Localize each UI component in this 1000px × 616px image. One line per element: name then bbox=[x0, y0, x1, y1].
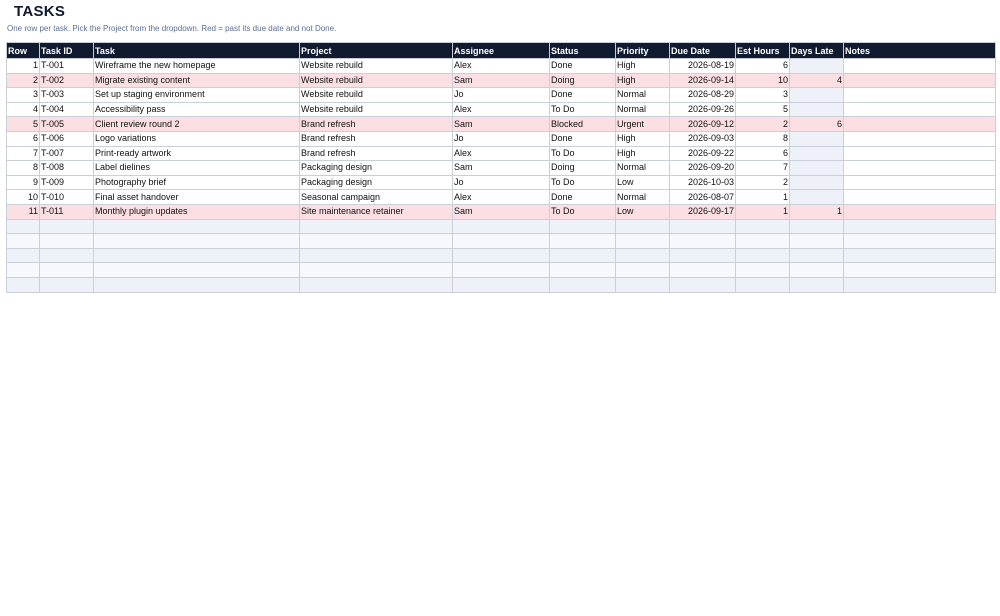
cell-status[interactable]: To Do bbox=[550, 102, 616, 117]
cell-assignee[interactable]: Jo bbox=[453, 88, 550, 103]
cell-days-late[interactable] bbox=[790, 88, 844, 103]
col-header-project[interactable]: Project bbox=[300, 43, 453, 59]
empty-row bbox=[7, 277, 996, 292]
table-row bbox=[7, 204, 996, 219]
cell-priority[interactable]: High bbox=[616, 131, 670, 146]
cell-est-hours[interactable]: 10 bbox=[736, 73, 790, 88]
cell-project[interactable] bbox=[300, 234, 453, 249]
cell-status[interactable]: Done bbox=[550, 190, 616, 205]
cell-task[interactable]: Logo variations bbox=[94, 131, 300, 146]
cell-est-hours[interactable]: 8 bbox=[736, 131, 790, 146]
table-row bbox=[7, 88, 996, 103]
cell-est-hours[interactable]: 2 bbox=[736, 117, 790, 132]
cell-assignee[interactable] bbox=[453, 277, 550, 292]
header-row bbox=[7, 43, 996, 59]
cell-priority[interactable]: High bbox=[616, 59, 670, 74]
cell-status[interactable]: Blocked bbox=[550, 117, 616, 132]
cell-est-hours[interactable]: 5 bbox=[736, 102, 790, 117]
cell-status[interactable]: To Do bbox=[550, 204, 616, 219]
cell-priority[interactable] bbox=[616, 248, 670, 263]
cell-notes[interactable] bbox=[844, 117, 996, 132]
cell-task-id[interactable]: T-004 bbox=[40, 102, 94, 117]
cell-est-hours[interactable] bbox=[736, 219, 790, 234]
cell-due-date[interactable]: 2026-09-26 bbox=[670, 102, 736, 117]
cell-row[interactable] bbox=[7, 277, 40, 292]
cell-due-date[interactable] bbox=[670, 219, 736, 234]
cell-task-id[interactable]: T-010 bbox=[40, 190, 94, 205]
cell-task-id[interactable]: T-006 bbox=[40, 131, 94, 146]
cell-row[interactable]: 11 bbox=[7, 204, 40, 219]
cell-project[interactable]: Brand refresh bbox=[300, 146, 453, 161]
cell-due-date[interactable]: 2026-08-07 bbox=[670, 190, 736, 205]
cell-due-date[interactable] bbox=[670, 248, 736, 263]
cell-priority[interactable]: Low bbox=[616, 204, 670, 219]
col-header-task[interactable]: Task bbox=[94, 43, 300, 59]
cell-priority[interactable]: High bbox=[616, 146, 670, 161]
cell-project[interactable] bbox=[300, 219, 453, 234]
col-header-notes[interactable]: Notes bbox=[844, 43, 996, 59]
cell-task-id[interactable] bbox=[40, 263, 94, 278]
cell-row[interactable] bbox=[7, 219, 40, 234]
cell-assignee[interactable]: Alex bbox=[453, 190, 550, 205]
col-header-row[interactable]: Row bbox=[7, 43, 40, 59]
cell-due-date[interactable]: 2026-09-20 bbox=[670, 161, 736, 176]
col-header-task-id[interactable]: Task ID bbox=[40, 43, 94, 59]
cell-due-date[interactable]: 2026-09-17 bbox=[670, 204, 736, 219]
sheet-subtitle: One row per task. Pick the Project from the dropdown. Red = past its due date and not Done. bbox=[7, 24, 337, 33]
table-row bbox=[7, 161, 996, 176]
cell-days-late[interactable] bbox=[790, 234, 844, 249]
cell-task[interactable]: Set up staging environment bbox=[94, 88, 300, 103]
cell-priority[interactable]: Normal bbox=[616, 88, 670, 103]
table-row bbox=[7, 117, 996, 132]
cell-row[interactable]: 6 bbox=[7, 131, 40, 146]
col-header-assignee[interactable]: Assignee bbox=[453, 43, 550, 59]
cell-project[interactable]: Brand refresh bbox=[300, 117, 453, 132]
cell-project[interactable]: Site maintenance retainer bbox=[300, 204, 453, 219]
col-header-status[interactable]: Status bbox=[550, 43, 616, 59]
table-row bbox=[7, 102, 996, 117]
cell-assignee[interactable]: Sam bbox=[453, 73, 550, 88]
cell-task[interactable]: Migrate existing content bbox=[94, 73, 300, 88]
empty-row bbox=[7, 219, 996, 234]
cell-task[interactable] bbox=[94, 263, 300, 278]
cell-project[interactable]: Website rebuild bbox=[300, 88, 453, 103]
cell-est-hours[interactable] bbox=[736, 248, 790, 263]
col-header-days-late[interactable]: Days Late bbox=[790, 43, 844, 59]
cell-days-late[interactable] bbox=[790, 161, 844, 176]
cell-notes[interactable] bbox=[844, 161, 996, 176]
table-row bbox=[7, 131, 996, 146]
cell-project[interactable] bbox=[300, 248, 453, 263]
cell-due-date[interactable]: 2026-08-19 bbox=[670, 59, 736, 74]
cell-task[interactable]: Print-ready artwork bbox=[94, 146, 300, 161]
cell-priority[interactable]: High bbox=[616, 73, 670, 88]
cell-task[interactable]: Label dielines bbox=[94, 161, 300, 176]
cell-priority[interactable]: Normal bbox=[616, 161, 670, 176]
cell-status[interactable]: Doing bbox=[550, 161, 616, 176]
cell-task-id[interactable] bbox=[40, 277, 94, 292]
cell-row[interactable]: 5 bbox=[7, 117, 40, 132]
cell-task-id[interactable]: T-005 bbox=[40, 117, 94, 132]
table-row bbox=[7, 73, 996, 88]
cell-priority[interactable] bbox=[616, 219, 670, 234]
cell-priority[interactable]: Normal bbox=[616, 102, 670, 117]
cell-task-id[interactable]: T-007 bbox=[40, 146, 94, 161]
cell-project[interactable] bbox=[300, 277, 453, 292]
cell-days-late[interactable] bbox=[790, 263, 844, 278]
cell-days-late[interactable]: 1 bbox=[790, 204, 844, 219]
cell-notes[interactable] bbox=[844, 263, 996, 278]
cell-status[interactable]: To Do bbox=[550, 146, 616, 161]
cell-project[interactable]: Packaging design bbox=[300, 161, 453, 176]
cell-notes[interactable] bbox=[844, 204, 996, 219]
cell-task-id[interactable]: T-011 bbox=[40, 204, 94, 219]
cell-notes[interactable] bbox=[844, 190, 996, 205]
cell-due-date[interactable]: 2026-10-03 bbox=[670, 175, 736, 190]
cell-status[interactable] bbox=[550, 263, 616, 278]
cell-notes[interactable] bbox=[844, 248, 996, 263]
cell-due-date[interactable]: 2026-08-29 bbox=[670, 88, 736, 103]
cell-row[interactable]: 3 bbox=[7, 88, 40, 103]
cell-row[interactable] bbox=[7, 234, 40, 249]
cell-priority[interactable] bbox=[616, 277, 670, 292]
table-row bbox=[7, 146, 996, 161]
cell-row[interactable]: 2 bbox=[7, 73, 40, 88]
cell-days-late[interactable] bbox=[790, 219, 844, 234]
cell-due-date[interactable] bbox=[670, 277, 736, 292]
cell-task[interactable]: Wireframe the new homepage bbox=[94, 59, 300, 74]
cell-status[interactable] bbox=[550, 277, 616, 292]
cell-project[interactable]: Website rebuild bbox=[300, 73, 453, 88]
cell-due-date[interactable] bbox=[670, 263, 736, 278]
cell-notes[interactable] bbox=[844, 88, 996, 103]
cell-assignee[interactable] bbox=[453, 263, 550, 278]
cell-assignee[interactable] bbox=[453, 234, 550, 249]
cell-due-date[interactable]: 2026-09-12 bbox=[670, 117, 736, 132]
cell-est-hours[interactable] bbox=[736, 277, 790, 292]
cell-task[interactable]: Final asset handover bbox=[94, 190, 300, 205]
cell-notes[interactable] bbox=[844, 146, 996, 161]
cell-notes[interactable] bbox=[844, 59, 996, 74]
cell-days-late[interactable] bbox=[790, 59, 844, 74]
cell-assignee[interactable] bbox=[453, 248, 550, 263]
cell-status[interactable] bbox=[550, 219, 616, 234]
col-header-priority[interactable]: Priority bbox=[616, 43, 670, 59]
cell-notes[interactable] bbox=[844, 102, 996, 117]
cell-status[interactable]: Done bbox=[550, 59, 616, 74]
cell-priority[interactable] bbox=[616, 263, 670, 278]
empty-row bbox=[7, 263, 996, 278]
cell-row[interactable]: 9 bbox=[7, 175, 40, 190]
cell-days-late[interactable] bbox=[790, 175, 844, 190]
sheet-title: TASKS bbox=[14, 3, 66, 20]
cell-task[interactable]: Monthly plugin updates bbox=[94, 204, 300, 219]
cell-priority[interactable] bbox=[616, 234, 670, 249]
col-header-due-date[interactable]: Due Date bbox=[670, 43, 736, 59]
cell-notes[interactable] bbox=[844, 219, 996, 234]
cell-row[interactable] bbox=[7, 263, 40, 278]
cell-due-date[interactable]: 2026-09-03 bbox=[670, 131, 736, 146]
cell-task-id[interactable]: T-009 bbox=[40, 175, 94, 190]
cell-project[interactable]: Brand refresh bbox=[300, 131, 453, 146]
cell-days-late[interactable] bbox=[790, 131, 844, 146]
cell-status[interactable] bbox=[550, 234, 616, 249]
cell-assignee[interactable]: Sam bbox=[453, 117, 550, 132]
col-header-est-hours[interactable]: Est Hours bbox=[736, 43, 790, 59]
cell-task-id[interactable]: T-001 bbox=[40, 59, 94, 74]
cell-status[interactable]: Done bbox=[550, 131, 616, 146]
cell-days-late[interactable] bbox=[790, 248, 844, 263]
cell-row[interactable] bbox=[7, 248, 40, 263]
cell-notes[interactable] bbox=[844, 73, 996, 88]
cell-row[interactable]: 10 bbox=[7, 190, 40, 205]
cell-assignee[interactable]: Jo bbox=[453, 175, 550, 190]
cell-task[interactable]: Photography brief bbox=[94, 175, 300, 190]
cell-assignee[interactable]: Jo bbox=[453, 131, 550, 146]
cell-notes[interactable] bbox=[844, 234, 996, 249]
cell-status[interactable]: Doing bbox=[550, 73, 616, 88]
cell-project[interactable]: Packaging design bbox=[300, 175, 453, 190]
empty-row bbox=[7, 248, 996, 263]
cell-due-date[interactable]: 2026-09-14 bbox=[670, 73, 736, 88]
tasks-table bbox=[6, 42, 996, 293]
cell-assignee[interactable]: Alex bbox=[453, 59, 550, 74]
cell-row[interactable]: 7 bbox=[7, 146, 40, 161]
cell-status[interactable]: To Do bbox=[550, 175, 616, 190]
cell-task[interactable] bbox=[94, 219, 300, 234]
cell-due-date[interactable]: 2026-09-22 bbox=[670, 146, 736, 161]
cell-est-hours[interactable] bbox=[736, 263, 790, 278]
cell-task-id[interactable] bbox=[40, 248, 94, 263]
cell-days-late[interactable]: 6 bbox=[790, 117, 844, 132]
cell-task-id[interactable] bbox=[40, 234, 94, 249]
cell-task-id[interactable]: T-003 bbox=[40, 88, 94, 103]
cell-assignee[interactable] bbox=[453, 219, 550, 234]
cell-task-id[interactable]: T-008 bbox=[40, 161, 94, 176]
cell-assignee[interactable]: Sam bbox=[453, 161, 550, 176]
cell-priority[interactable]: Urgent bbox=[616, 117, 670, 132]
cell-task[interactable] bbox=[94, 277, 300, 292]
cell-est-hours[interactable]: 6 bbox=[736, 146, 790, 161]
cell-est-hours[interactable]: 1 bbox=[736, 204, 790, 219]
table-row bbox=[7, 175, 996, 190]
cell-est-hours[interactable]: 2 bbox=[736, 175, 790, 190]
empty-row bbox=[7, 234, 996, 249]
cell-project[interactable]: Website rebuild bbox=[300, 102, 453, 117]
cell-priority[interactable]: Low bbox=[616, 175, 670, 190]
cell-est-hours[interactable]: 7 bbox=[736, 161, 790, 176]
cell-project[interactable]: Website rebuild bbox=[300, 59, 453, 74]
cell-notes[interactable] bbox=[844, 175, 996, 190]
cell-priority[interactable]: Normal bbox=[616, 190, 670, 205]
cell-days-late[interactable] bbox=[790, 102, 844, 117]
cell-assignee[interactable]: Sam bbox=[453, 204, 550, 219]
cell-status[interactable]: Done bbox=[550, 88, 616, 103]
cell-notes[interactable] bbox=[844, 131, 996, 146]
cell-est-hours[interactable]: 1 bbox=[736, 190, 790, 205]
cell-task[interactable]: Accessibility pass bbox=[94, 102, 300, 117]
cell-days-late[interactable]: 4 bbox=[790, 73, 844, 88]
cell-notes[interactable] bbox=[844, 277, 996, 292]
cell-est-hours[interactable] bbox=[736, 234, 790, 249]
cell-task[interactable]: Client review round 2 bbox=[94, 117, 300, 132]
table-row bbox=[7, 59, 996, 74]
table-row bbox=[7, 190, 996, 205]
cell-project[interactable]: Seasonal campaign bbox=[300, 190, 453, 205]
cell-row[interactable]: 4 bbox=[7, 102, 40, 117]
cell-assignee[interactable]: Alex bbox=[453, 146, 550, 161]
cell-days-late[interactable] bbox=[790, 277, 844, 292]
cell-est-hours[interactable]: 6 bbox=[736, 59, 790, 74]
cell-task[interactable] bbox=[94, 234, 300, 249]
cell-status[interactable] bbox=[550, 248, 616, 263]
cell-days-late[interactable] bbox=[790, 190, 844, 205]
cell-task-id[interactable] bbox=[40, 219, 94, 234]
cell-task[interactable] bbox=[94, 248, 300, 263]
cell-project[interactable] bbox=[300, 263, 453, 278]
cell-task-id[interactable]: T-002 bbox=[40, 73, 94, 88]
cell-est-hours[interactable]: 3 bbox=[736, 88, 790, 103]
cell-due-date[interactable] bbox=[670, 234, 736, 249]
cell-days-late[interactable] bbox=[790, 146, 844, 161]
cell-row[interactable]: 8 bbox=[7, 161, 40, 176]
cell-row[interactable]: 1 bbox=[7, 59, 40, 74]
cell-assignee[interactable]: Alex bbox=[453, 102, 550, 117]
